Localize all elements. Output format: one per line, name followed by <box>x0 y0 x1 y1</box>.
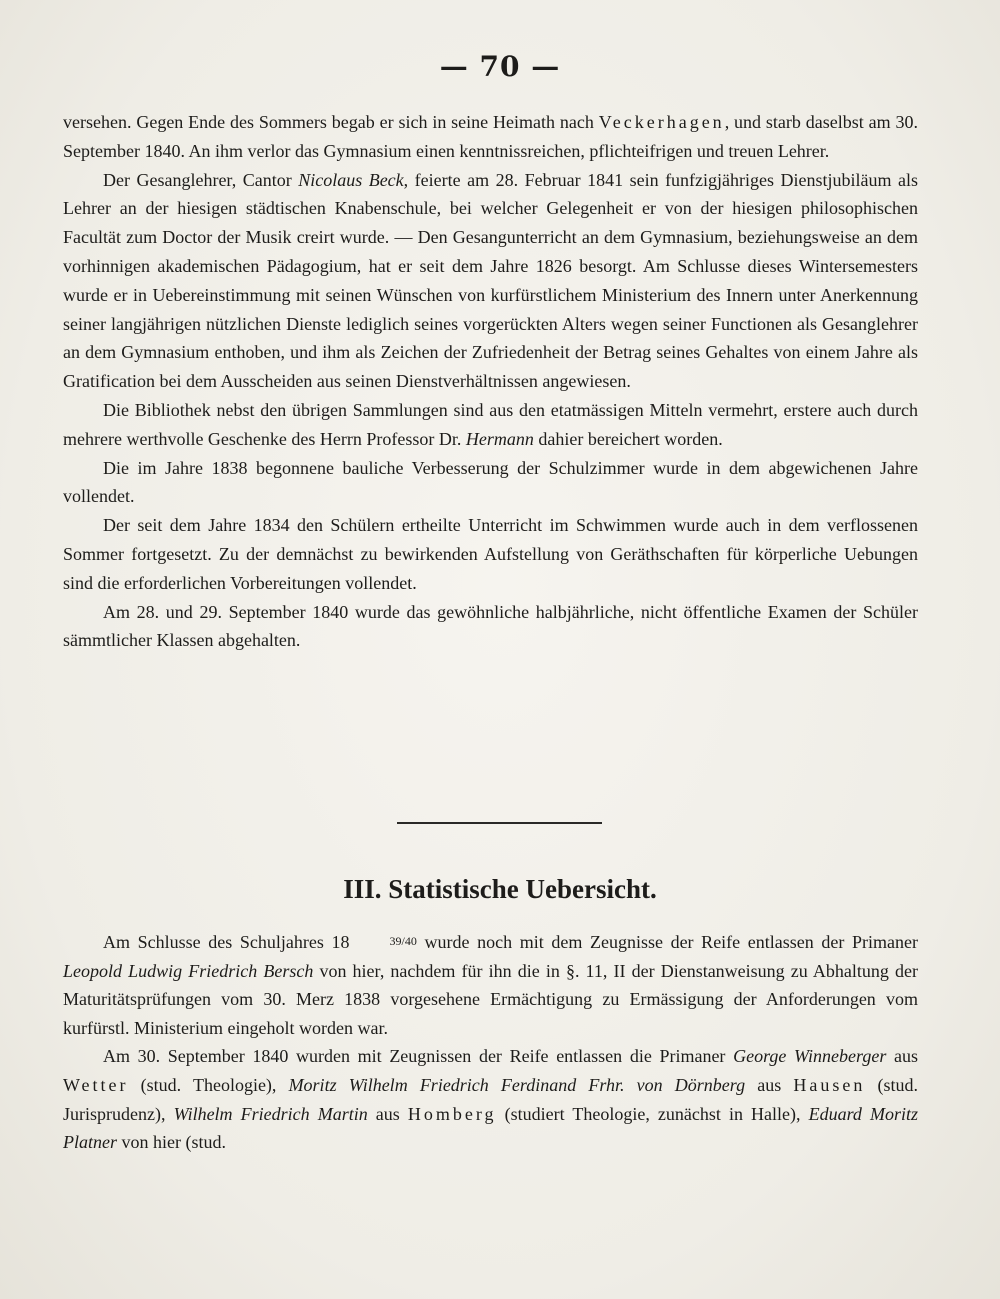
year-fraction: 39/40 <box>389 934 417 948</box>
paragraph-1: versehen. Gegen Ende des Sommers begab er sich in seine Heimath nach Veckerhagen, und starb daselbst am 30. September 1840. An ihm verlor das Gymnasium einen kenntnissreichen, pflichteifrigen und treuen Lehrer. <box>63 112 918 161</box>
paragraph-4: Die im Jahre 1838 begonnene bauliche Verbesserung der Schulzimmer wurde in dem abgewichenen Jahre vollendet. <box>63 457 918 507</box>
paragraph-3: Die Bibliothek nebst den übrigen Sammlungen sind aus den etatmässigen Mitteln vermehrt, erstere auch durch mehrere werthvolle Geschenke des Herrn Professor Dr. Hermann dahier bereichert worden. <box>63 399 918 449</box>
page-number: — 70 — <box>439 50 561 83</box>
stat-paragraph-2: Am 30. September 1840 wurden mit Zeugnissen der Reife entlassen die Primaner George Winneberger aus Wetter (stud. Theologie), Moritz Wilhelm Friedrich Ferdinand Frhr. von Dörnberg aus Hausen (stud. Jurisprudenz), Wilhelm Friedrich Martin aus Homberg (studiert Theologie, zunächst in Halle), Eduard Moritz Platner von hier (stud. <box>63 1046 919 1153</box>
section-divider <box>397 822 602 824</box>
paragraph-2: Der Gesanglehrer, Cantor Nicolaus Beck, feierte am 28. Februar 1841 sein funfzigjähriges Dienstjubiläum als Lehrer an der hiesigen städtischen Knabenschule, bei welcher Gelegenheit er von der hiesigen philosophischen Facultät zum Doctor der Musik creirt wurde. — Den Gesangunterricht an dem Gymnasium, beziehungsweise an dem vorhinnigen akademischen Pädagogium, hat er seit dem Jahre 1826 besorgt. Am Schlusse dieses Wintersemesters wurde er in Uebereinstimmung mit seinen Wünschen von kurfürstlichem Ministerium des Innern unter Anerkennung seiner langjährigen nützlichen Dienste lediglich seines vorgerückten Alters wegen seiner Functionen als Gesanglehrer an dem Gymnasium enthoben, und ihm als Zeichen der Zufriedenheit der Betrag seines Gehaltes von einem Jahre als Gratification bei dem Ausscheiden aus seinen Dienstverhältnissen angewiesen. <box>63 169 919 392</box>
paragraph-6: Am 28. und 29. September 1840 wurde das gewöhnliche halbjährliche, nicht öffentliche Examen der Schüler sämmtlicher Klassen abgehalten. <box>63 601 918 651</box>
section-title: III. Statistische Uebersicht. <box>343 874 657 904</box>
paragraph-5: Der seit dem Jahre 1834 den Schülern ertheilte Unterricht im Schwimmen wurde auch in dem verflossenen Sommer fortgesetzt. Zu der demnächst zu bewirkenden Aufstellung von Geräthschaften für körperliche Uebungen sind die erforderlichen Vorbereitungen vollendet. <box>63 515 918 593</box>
stat-paragraph-1: Am Schlusse des Schuljahres 18 39/40 wurde noch mit dem Zeugnisse der Reife entlassen der Primaner Leopold Ludwig Friedrich Bersch von hier, nachdem für ihn die in §. 11, II der Dienstanweisung zu Abhaltung der Maturitätsprüfungen vom 30. Merz 1838 vorgesehene Ermächtigung zu Ermässigung der Anforderungen vom kurfürstl. Ministerium eingeholt worden war. <box>63 932 918 1038</box>
body-text-lower <box>63 928 918 1157</box>
body-text-upper <box>63 108 918 655</box>
